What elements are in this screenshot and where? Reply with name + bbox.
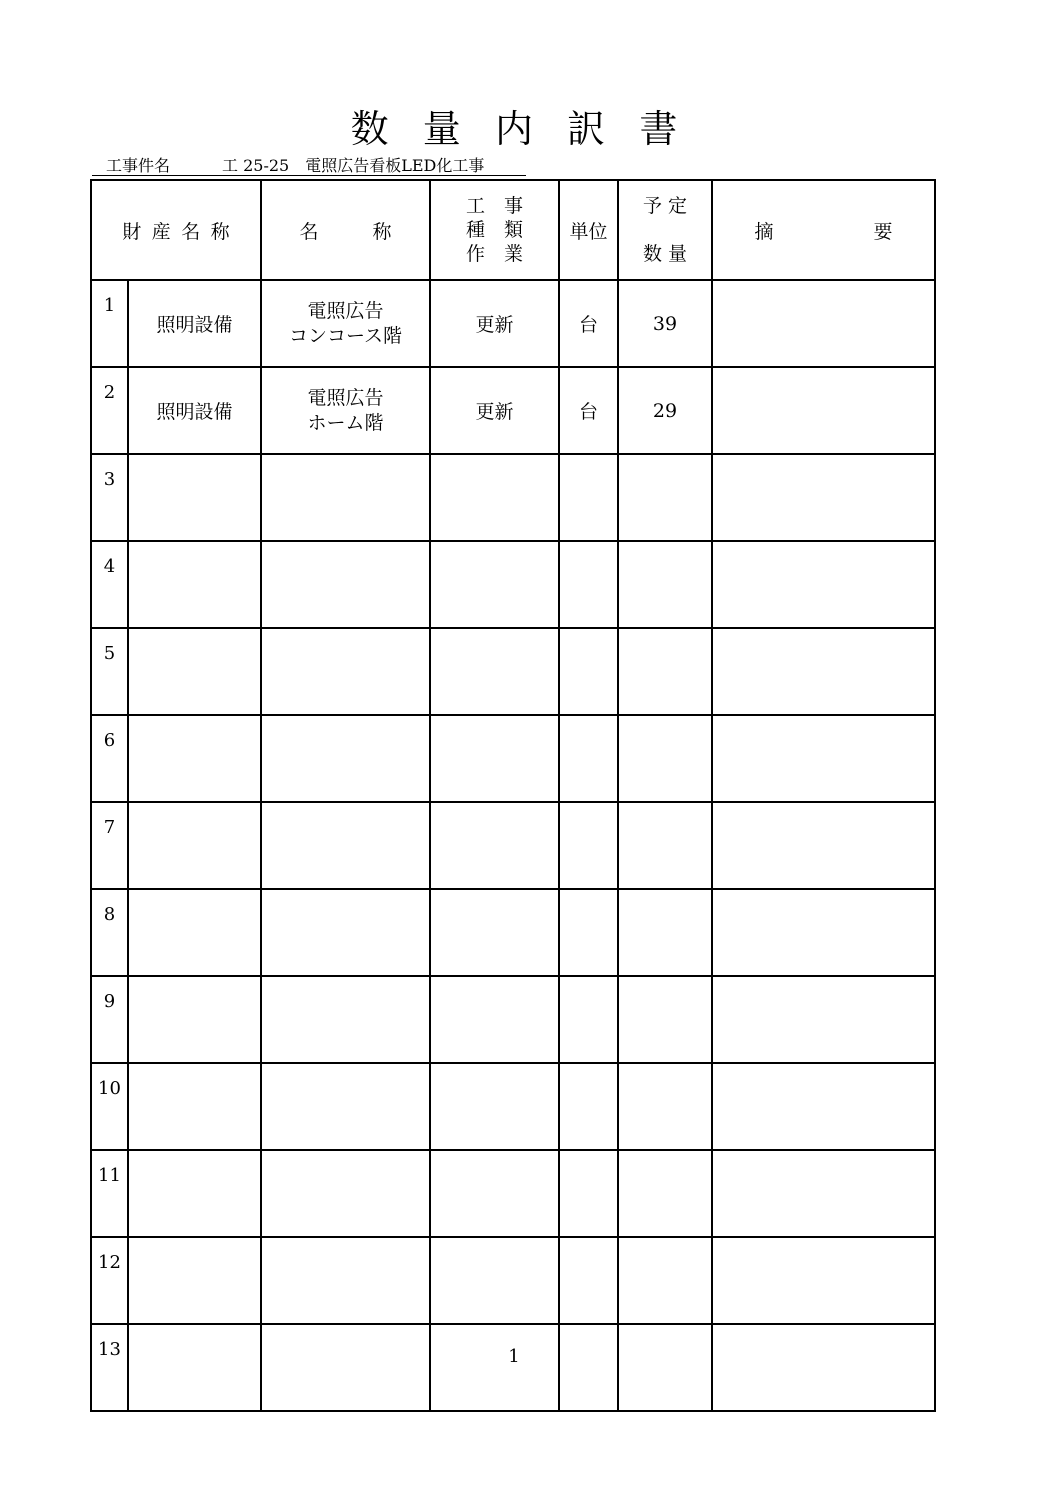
item-name-cell xyxy=(261,628,430,715)
item-name-cell xyxy=(261,367,430,454)
asset-name-cell xyxy=(128,1150,261,1237)
quantity-cell xyxy=(618,715,712,802)
work-type-cell: 更新 xyxy=(430,280,559,367)
quantity-cell xyxy=(618,541,712,628)
row-number: 12 xyxy=(91,1237,128,1324)
asset-name-cell xyxy=(128,1063,261,1150)
work-type-cell xyxy=(430,541,559,628)
asset-name-cell xyxy=(128,1237,261,1324)
header-unit: 単位 xyxy=(559,180,618,280)
row-number: 4 xyxy=(91,541,128,628)
work-type-cell xyxy=(430,1324,559,1411)
quantity-cell xyxy=(618,1063,712,1150)
item-name-cell xyxy=(261,715,430,802)
unit-cell xyxy=(559,976,618,1063)
table-row xyxy=(91,280,935,367)
quantity-cell xyxy=(618,454,712,541)
asset-name-cell xyxy=(128,541,261,628)
table-row xyxy=(91,1324,935,1411)
table-row xyxy=(91,454,935,541)
asset-name-cell xyxy=(128,1324,261,1411)
asset-name-cell xyxy=(128,976,261,1063)
quantity-cell xyxy=(618,628,712,715)
table-row xyxy=(91,367,935,454)
item-name-cell xyxy=(261,280,430,367)
table-row xyxy=(91,1237,935,1324)
project-name-label: 工事件名 xyxy=(106,156,171,175)
unit-cell xyxy=(559,1237,618,1324)
quantity-cell xyxy=(618,889,712,976)
summary-cell xyxy=(712,367,935,454)
item-name-line1: 電照広告 xyxy=(307,299,384,322)
summary-cell xyxy=(712,1150,935,1237)
header-name: 名 称 xyxy=(261,180,430,280)
project-name-value: 工 25-25 電照広告看板LED化工事 xyxy=(222,156,485,175)
header-row xyxy=(91,180,935,280)
document-title: 数量内訳書 xyxy=(350,107,712,151)
unit-cell: 台 xyxy=(559,280,618,367)
table-row xyxy=(91,889,935,976)
summary-cell xyxy=(712,976,935,1063)
work-type-cell xyxy=(430,802,559,889)
unit-cell: 台 xyxy=(559,367,618,454)
quantity-cell xyxy=(618,976,712,1063)
work-type-cell xyxy=(430,715,559,802)
quantity-cell: 39 xyxy=(618,280,712,367)
row-number: 2 xyxy=(91,367,128,454)
unit-cell xyxy=(559,1063,618,1150)
item-name-cell xyxy=(261,889,430,976)
table-row xyxy=(91,802,935,889)
summary-cell xyxy=(712,1237,935,1324)
row-number: 3 xyxy=(91,454,128,541)
unit-cell xyxy=(559,715,618,802)
table-row xyxy=(91,1063,935,1150)
row-number: 7 xyxy=(91,802,128,889)
table-row xyxy=(91,715,935,802)
work-type-cell: 更新 xyxy=(430,367,559,454)
quantity-cell: 29 xyxy=(618,367,712,454)
asset-name-cell xyxy=(128,628,261,715)
unit-cell xyxy=(559,1324,618,1411)
row-number: 8 xyxy=(91,889,128,976)
row-number: 9 xyxy=(91,976,128,1063)
quantity-cell xyxy=(618,1324,712,1411)
quantity-breakdown-table xyxy=(90,179,936,1412)
unit-cell xyxy=(559,628,618,715)
quantity-cell xyxy=(618,802,712,889)
summary-cell xyxy=(712,541,935,628)
work-type-cell xyxy=(430,1150,559,1237)
item-name-cell xyxy=(261,976,430,1063)
work-type-cell xyxy=(430,1063,559,1150)
row-number: 13 xyxy=(91,1324,128,1411)
work-type-cell xyxy=(430,976,559,1063)
page-number: 1 xyxy=(508,1346,520,1367)
project-name-line xyxy=(92,153,526,176)
asset-name-cell xyxy=(128,802,261,889)
summary-cell xyxy=(712,1324,935,1411)
quantity-cell xyxy=(618,1237,712,1324)
table-row xyxy=(91,541,935,628)
unit-cell xyxy=(559,889,618,976)
work-type-cell xyxy=(430,889,559,976)
item-name-cell xyxy=(261,541,430,628)
item-name-cell xyxy=(261,1324,430,1411)
summary-cell xyxy=(712,454,935,541)
work-type-cell xyxy=(430,628,559,715)
asset-name-cell xyxy=(128,454,261,541)
summary-cell xyxy=(712,715,935,802)
item-name-line2: コンコース階 xyxy=(288,324,403,347)
table-row xyxy=(91,628,935,715)
unit-cell xyxy=(559,454,618,541)
header-work-type: 工 事 種 類 作 業 xyxy=(430,180,559,280)
quantity-cell xyxy=(618,1150,712,1237)
table-row xyxy=(91,1150,935,1237)
summary-cell xyxy=(712,628,935,715)
asset-name-cell xyxy=(128,715,261,802)
row-number: 5 xyxy=(91,628,128,715)
summary-cell xyxy=(712,889,935,976)
work-type-cell xyxy=(430,454,559,541)
asset-name-cell xyxy=(128,889,261,976)
header-planned-quantity: 予 定 数 量 xyxy=(618,180,712,280)
asset-name-cell: 照明設備 xyxy=(128,280,261,367)
item-name-line2: ホーム階 xyxy=(307,411,384,434)
item-name-cell xyxy=(261,802,430,889)
summary-cell xyxy=(712,280,935,367)
unit-cell xyxy=(559,802,618,889)
summary-cell xyxy=(712,1063,935,1150)
item-name-cell xyxy=(261,1063,430,1150)
asset-name-cell: 照明設備 xyxy=(128,367,261,454)
header-summary: 摘 要 xyxy=(712,180,935,280)
row-number: 6 xyxy=(91,715,128,802)
table-row xyxy=(91,976,935,1063)
item-name-line1: 電照広告 xyxy=(307,386,384,409)
header-asset-name: 財産名称 xyxy=(91,180,261,280)
row-number: 10 xyxy=(91,1063,128,1150)
unit-cell xyxy=(559,541,618,628)
item-name-cell xyxy=(261,1237,430,1324)
unit-cell xyxy=(559,1150,618,1237)
row-number: 1 xyxy=(91,280,128,367)
summary-cell xyxy=(712,802,935,889)
row-number: 11 xyxy=(91,1150,128,1237)
item-name-cell xyxy=(261,1150,430,1237)
item-name-cell xyxy=(261,454,430,541)
work-type-cell xyxy=(430,1237,559,1324)
